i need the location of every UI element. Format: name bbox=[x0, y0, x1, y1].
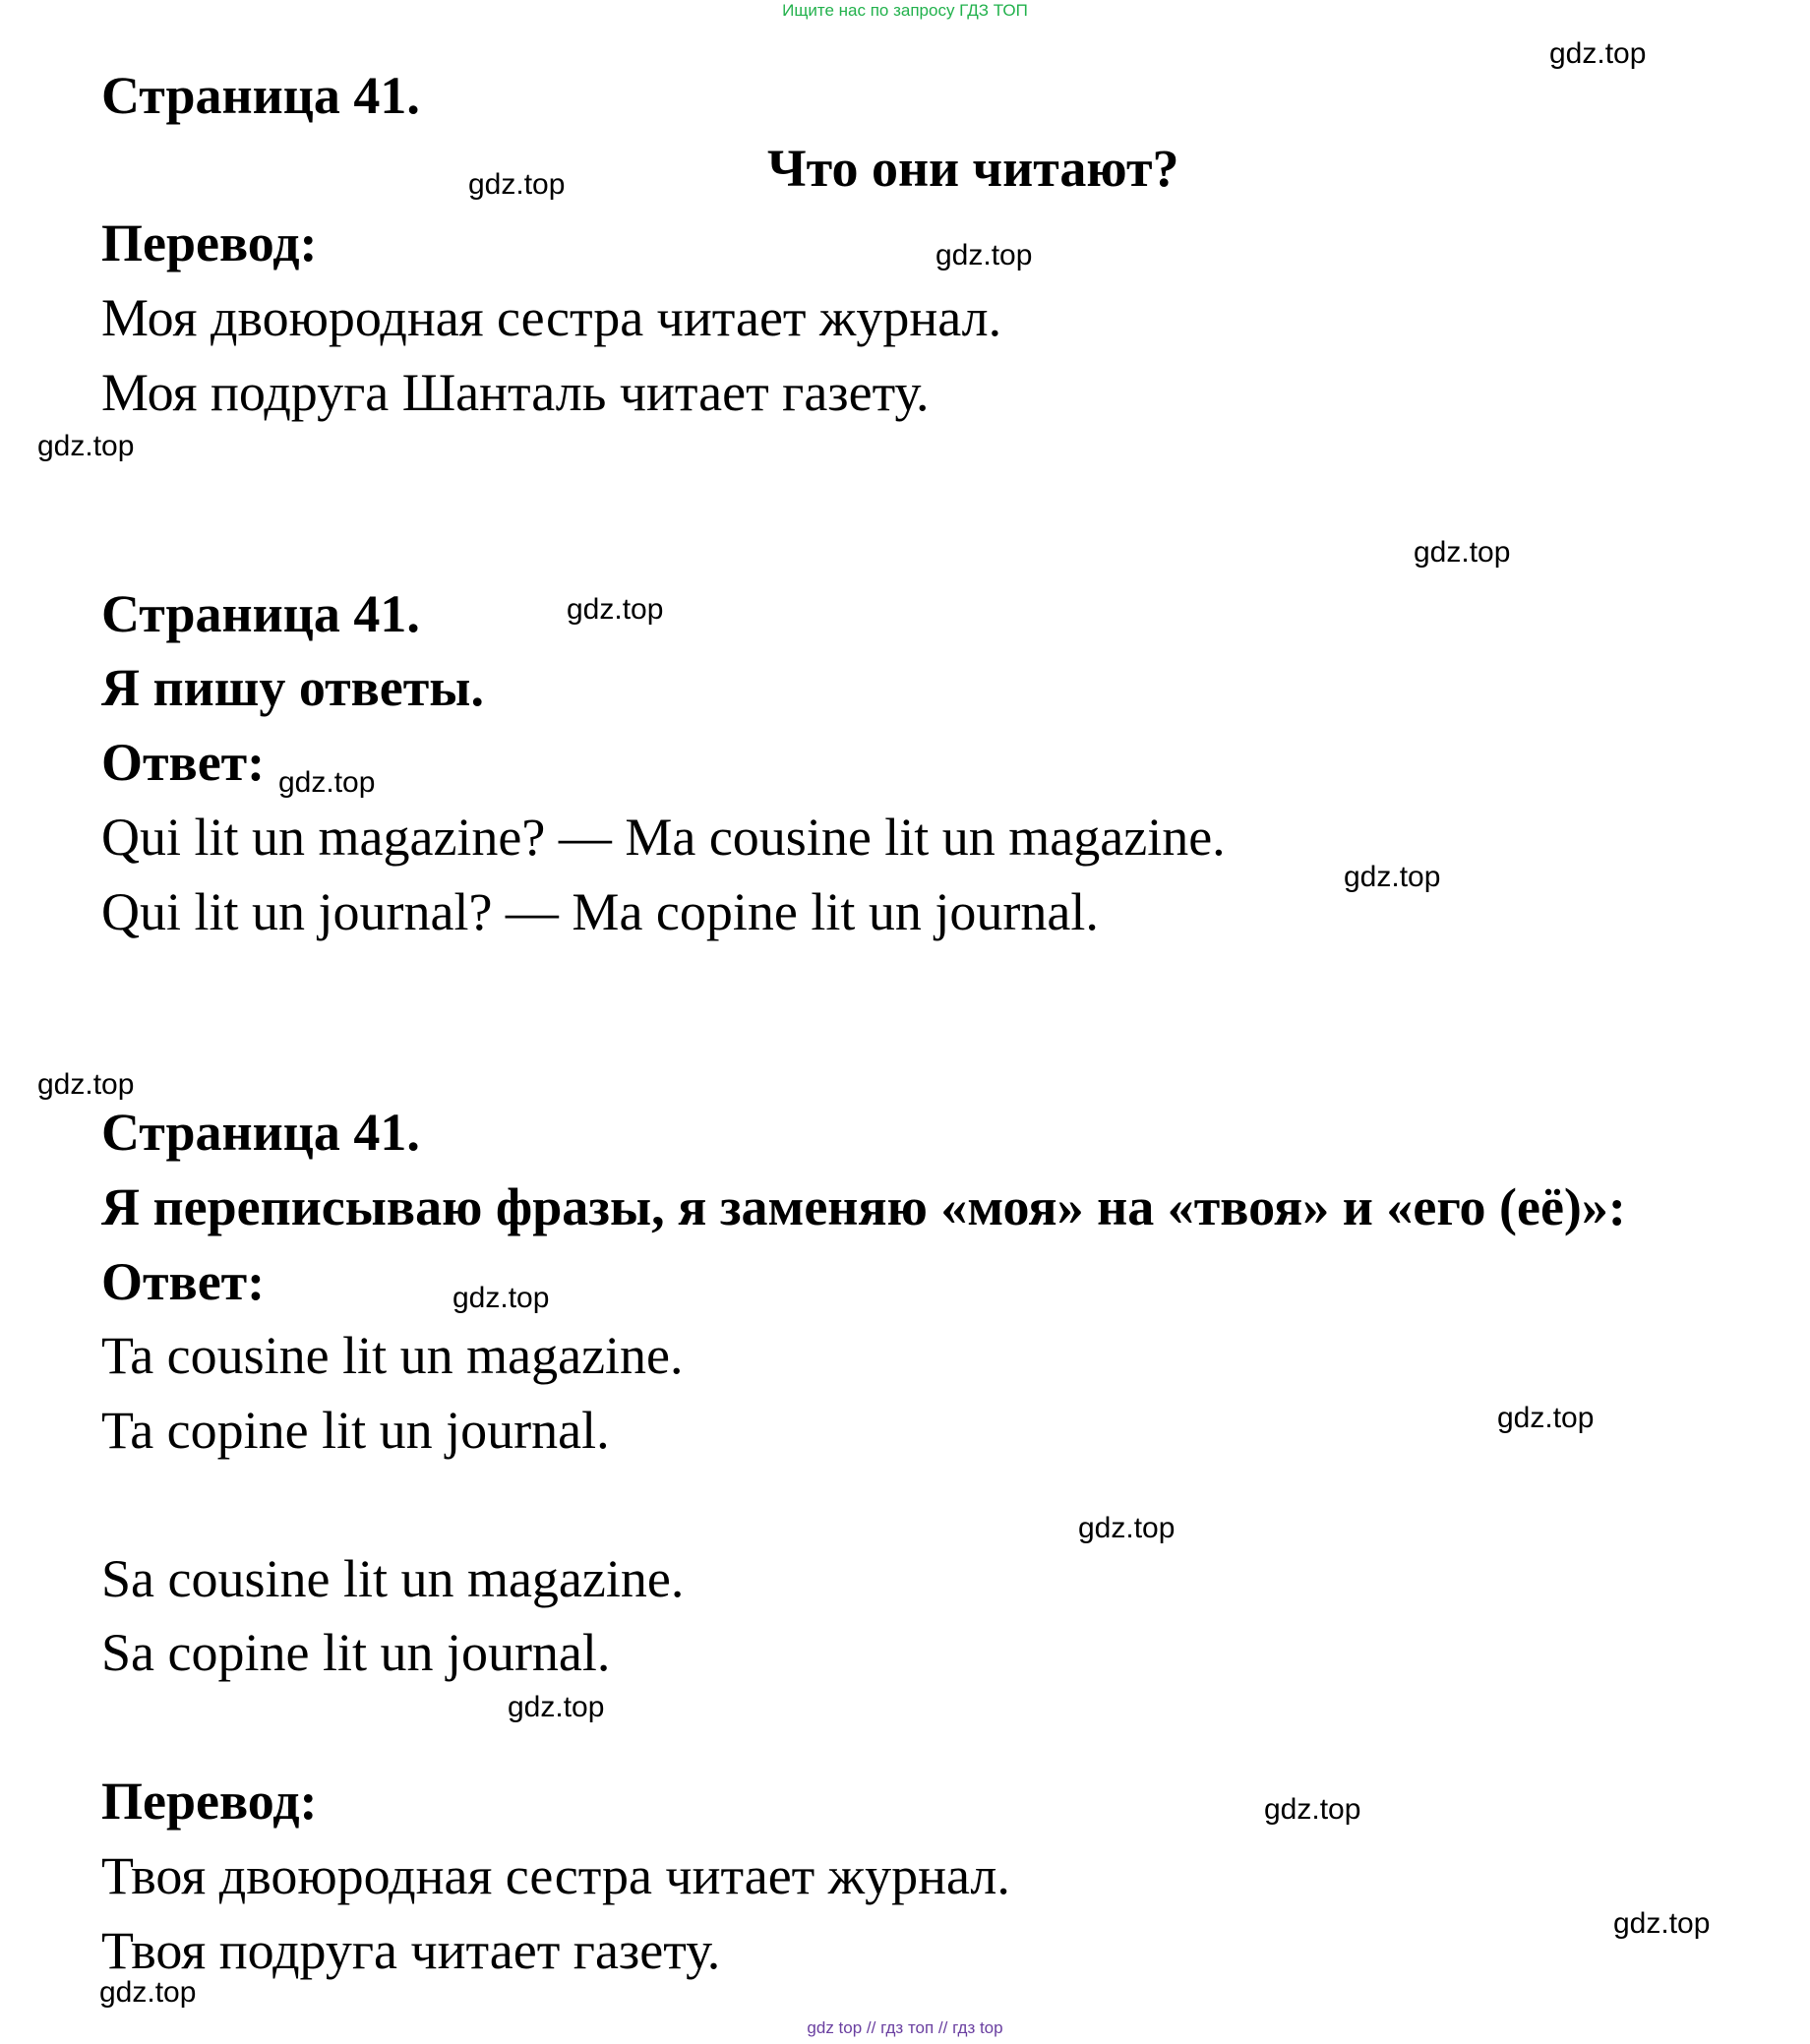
page-heading-3: Страница 41. bbox=[101, 1103, 420, 1162]
watermark: gdz.top bbox=[1414, 536, 1511, 569]
watermark: gdz.top bbox=[1078, 1512, 1176, 1544]
watermark: gdz.top bbox=[1344, 861, 1441, 893]
text-line: Sa copine lit un journal. bbox=[101, 1623, 611, 1682]
top-banner[interactable]: Ищите нас по запросу ГДЗ ТОП bbox=[782, 1, 1028, 20]
translation-label-3: Перевод: bbox=[101, 1772, 318, 1831]
watermark: gdz.top bbox=[37, 1068, 135, 1101]
text-line: Твоя подруга читает газету. bbox=[101, 1921, 721, 1980]
translation-label-1: Перевод: bbox=[101, 213, 318, 272]
watermark: gdz.top bbox=[508, 1691, 605, 1723]
text-line: Моя подруга Шанталь читает газету. bbox=[101, 363, 930, 422]
exercise-title-2: Я пишу ответы. bbox=[101, 658, 484, 717]
text-line: Ta copine lit un journal. bbox=[101, 1401, 610, 1460]
watermark: gdz.top bbox=[99, 1976, 197, 2009]
watermark: gdz.top bbox=[567, 593, 664, 626]
text-line: Ta cousine lit un magazine. bbox=[101, 1326, 684, 1385]
answer-label-3: Ответ: bbox=[101, 1252, 266, 1311]
watermark: gdz.top bbox=[1497, 1402, 1595, 1434]
watermark: gdz.top bbox=[1549, 37, 1647, 70]
watermark: gdz.top bbox=[935, 239, 1033, 271]
watermark: gdz.top bbox=[37, 430, 135, 462]
page-heading-2: Страница 41. bbox=[101, 584, 420, 643]
watermark: gdz.top bbox=[278, 766, 376, 799]
watermark: gdz.top bbox=[1264, 1793, 1361, 1826]
text-line: Sa cousine lit un magazine. bbox=[101, 1549, 685, 1608]
watermark: gdz.top bbox=[468, 168, 566, 201]
footer-links[interactable]: gdz top // гдз топ // гдз top bbox=[807, 2018, 1003, 2037]
watermark: gdz.top bbox=[452, 1282, 550, 1314]
watermark: gdz.top bbox=[1613, 1907, 1711, 1940]
text-line: Твоя двоюродная сестра читает журнал. bbox=[101, 1846, 1010, 1905]
exercise-title-1: Что они читают? bbox=[767, 139, 1179, 198]
exercise-title-3: Я переписываю фразы, я заменяю «моя» на «твоя» и «его (её)»: bbox=[101, 1177, 1626, 1236]
text-line: Моя двоюродная сестра читает журнал. bbox=[101, 288, 1002, 347]
text-line: Qui lit un journal? — Ma copine lit un journal. bbox=[101, 882, 1099, 941]
page-heading-1: Страница 41. bbox=[101, 66, 420, 125]
answer-label-2: Ответ: bbox=[101, 733, 266, 792]
text-line: Qui lit un magazine? — Ma cousine lit un magazine. bbox=[101, 808, 1226, 867]
